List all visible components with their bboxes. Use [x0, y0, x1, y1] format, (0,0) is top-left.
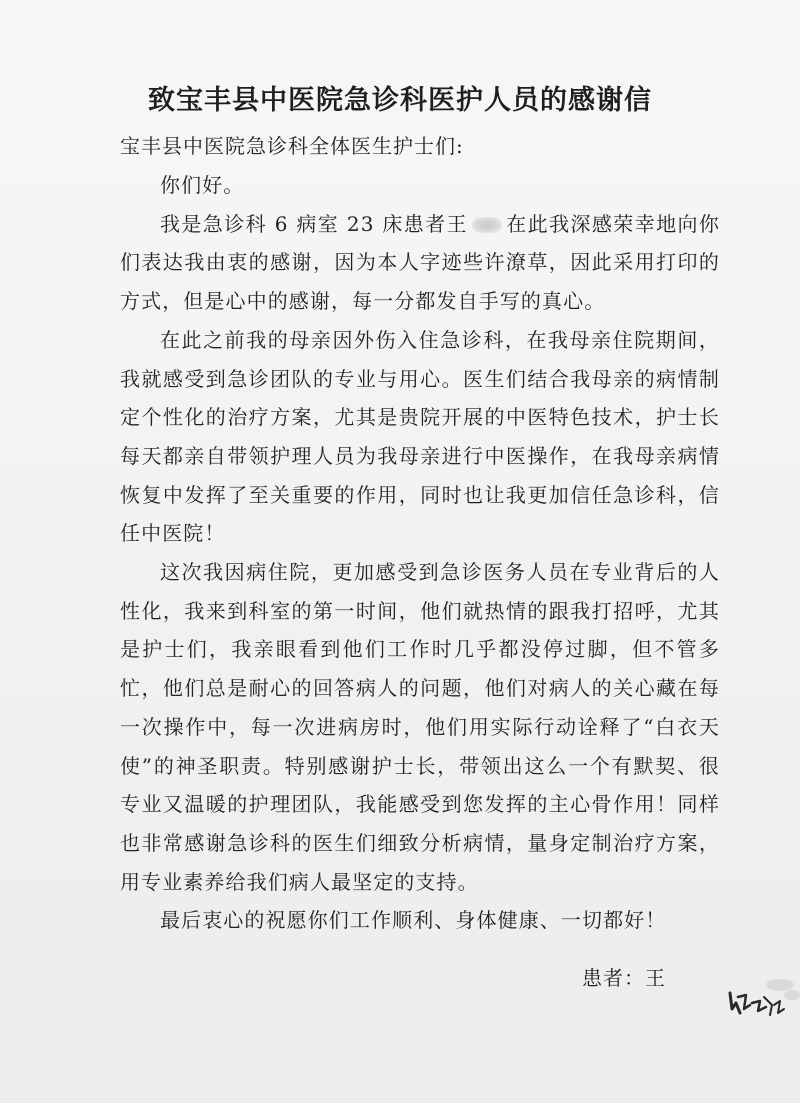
paragraph-mother-care: 在此之前我的母亲因外伤入住急诊科，在我母亲住院期间，我就感受到急诊团队的专业与用心。医生们结合我母亲的病情制定个性化的治疗方案，尤其是贵院开展的中医特色技术，护士长每天都亲自带领护理人员为我母亲进行中医操作，在我母亲病情恢复中发挥了至关重要的作用，同时也让我更加信任急诊科，信任中医院！	[120, 327, 720, 546]
intro-text-before-redaction: 我是急诊科 6 病室 23 床患者王	[160, 211, 468, 236]
letter-body	[120, 166, 720, 940]
letter-signature: 患者：王	[582, 966, 666, 990]
intro-text-after-redaction: 在此我深感荣幸地向你们表达我由衷的感谢，因为本人字迹些许潦草，因此采用打印的方式，但是心中的感谢，每一分都发自手写的真心。	[120, 211, 721, 314]
handwritten-signature-mark	[720, 975, 800, 1025]
paragraph-salutation: 你们好。	[160, 173, 245, 197]
letter-greeting: 宝丰县中医院急诊科全体医生护士们:	[120, 134, 464, 158]
redacted-name-blur	[472, 217, 502, 233]
paragraph-hospital-stay: 这次我因病住院，更加感受到急诊医务人员在专业背后的人性化，我来到科室的第一时间，他们就热情的跟我打招呼，尤其是护士们，我亲眼看到他们工作时几乎都没停过脚，但不管多忙，他们总是耐心的回答病人的问题，他们对病人的关心藏在每一次操作中，每一次进病房时，他们用实际行动诠释了“白衣天使”的神圣职责。特别感谢护士长，带领出这么一个有默契、很专业又温暖的护理团队，我能感受到您发挥的主心骨作用！同样也非常感谢急诊科的医生们细致分析病情，量身定制治疗方案，用专业素养给我们病人最坚定的支持。	[120, 560, 720, 894]
paragraph-closing-wishes: 最后衷心的祝愿你们工作顺利、身体健康、一切都好！	[160, 908, 667, 933]
letter-title: 致宝丰县中医院急诊科医护人员的感谢信	[148, 85, 652, 116]
paragraph-introduction	[120, 205, 720, 321]
